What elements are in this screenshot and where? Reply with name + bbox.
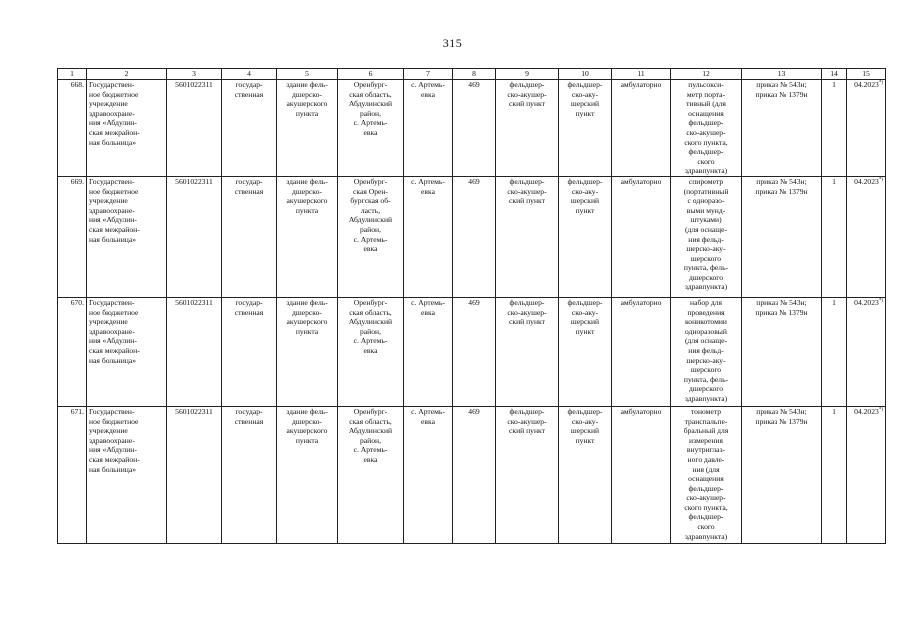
table-body — [58, 80, 886, 544]
table-row — [58, 297, 886, 406]
care-form-cell: амбулаторно — [612, 80, 671, 177]
date-cell — [847, 176, 886, 297]
inn-cell: 5601022311 — [167, 80, 222, 177]
footnote-mark: *) — [878, 407, 883, 413]
column-header: 7 — [404, 69, 453, 80]
building-cell: здание фель- дшерско- акушерского пункта — [277, 80, 338, 177]
equipment-cell: набор для проведения коникотомии одноразовый (для оснаще- ния фельд- шерско-аку- шерского пункта, фель- дшерского здравпункта) — [671, 297, 742, 406]
column-header: 15 — [847, 69, 886, 80]
column-header: 12 — [671, 69, 742, 80]
unit-type-cell: фельдшер- ско-акушер- ский пункт — [496, 406, 559, 543]
subunit-cell: фельдшер- ско-аку- шерский пункт — [559, 297, 612, 406]
footnote-mark: *) — [878, 298, 883, 304]
column-header: 3 — [167, 69, 222, 80]
column-header: 9 — [496, 69, 559, 80]
unit-type-cell: фельдшер- ско-акушер- ский пункт — [496, 80, 559, 177]
organization-cell: Государствен- ное бюджетное учреждение здравоохране- ния «Абдулин- ская межрайон- ная больница» — [87, 80, 167, 177]
locality-cell: с. Артемь- евка — [404, 406, 453, 543]
column-header: 4 — [222, 69, 277, 80]
order-cell: приказ № 543н; приказ № 1379н — [742, 297, 822, 406]
table-row — [58, 406, 886, 543]
quantity-cell: 1 — [822, 406, 847, 543]
address-cell: Оренбург- ская область, Абдулинский район, с. Артемь- евка — [338, 297, 404, 406]
unit-type-cell: фельдшер- ско-акушер- ский пункт — [496, 176, 559, 297]
address-cell: Оренбург- ская Орен- бургская об- ласть, Абдулинский район, с. Артемь- евка — [338, 176, 404, 297]
population-cell: 469 — [453, 176, 496, 297]
locality-cell: с. Артемь- евка — [404, 297, 453, 406]
footnote-mark: *) — [878, 177, 883, 183]
care-form-cell: амбулаторно — [612, 176, 671, 297]
population-cell: 469 — [453, 80, 496, 177]
date-cell — [847, 80, 886, 177]
order-cell: приказ № 543н; приказ № 1379н — [742, 406, 822, 543]
ownership-cell: государ- ственная — [222, 176, 277, 297]
address-cell: Оренбург- ская область, Абдулинский район, с. Артемь- евка — [338, 406, 404, 543]
date-value: 04.2023 — [854, 80, 879, 89]
page-number: 315 — [442, 36, 463, 50]
column-header: 6 — [338, 69, 404, 80]
ownership-cell: государ- ственная — [222, 406, 277, 543]
column-header: 13 — [742, 69, 822, 80]
inn-cell: 5601022311 — [167, 406, 222, 543]
column-header: 10 — [559, 69, 612, 80]
column-header: 1 — [58, 69, 87, 80]
inn-cell: 5601022311 — [167, 297, 222, 406]
date-value: 04.2023 — [854, 176, 879, 186]
inn-cell: 5601022311 — [167, 176, 222, 297]
locality-cell: с. Артемь- евка — [404, 176, 453, 297]
table-row — [58, 80, 886, 177]
date-cell — [847, 297, 886, 406]
building-cell: здание фель- дшерско- акушерского пункта — [277, 406, 338, 543]
order-cell: приказ № 543н; приказ № 1379н — [742, 80, 822, 177]
unit-type-cell: фельдшер- ско-акушер- ский пункт — [496, 297, 559, 406]
column-header: 14 — [822, 69, 847, 80]
date-cell — [847, 406, 886, 543]
organization-cell: Государствен- ное бюджетное учреждение здравоохране- ния «Абдулин- ская межрайон- ная больница» — [87, 297, 167, 406]
order-cell: приказ № 543н; приказ № 1379н — [742, 176, 822, 297]
column-header: 5 — [277, 69, 338, 80]
date-value: 04.2023 — [854, 297, 879, 307]
row-number-cell: 669. — [58, 176, 87, 297]
population-cell: 469 — [453, 406, 496, 543]
column-number-row — [58, 69, 886, 80]
table-row — [58, 176, 886, 297]
equipment-cell: тонометр транспальпе- бральный для измерения внутриглаз- ного давле- ния (для оснащения фельдшер- ско-акушер- ского пункта, фельдшер- ского здравпункта) — [671, 406, 742, 543]
organization-cell: Государствен- ное бюджетное учреждение здравоохране- ния «Абдулин- ская межрайон- ная больница» — [87, 176, 167, 297]
care-form-cell: амбулаторно — [612, 297, 671, 406]
quantity-cell: 1 — [822, 176, 847, 297]
subunit-cell: фельдшер- ско-аку- шерский пункт — [559, 406, 612, 543]
equipment-cell: пульсокси- метр порта- тивный (для оснащения фельдшер- ско-акушер- ского пункта, фельдшер- ского здравпункта) — [671, 80, 742, 177]
subunit-cell: фельдшер- ско-аку- шерский пункт — [559, 80, 612, 177]
registry-table — [57, 68, 886, 544]
ownership-cell: государ- ственная — [222, 297, 277, 406]
building-cell: здание фель- дшерско- акушерского пункта — [277, 176, 338, 297]
building-cell: здание фель- дшерско- акушерского пункта — [277, 297, 338, 406]
quantity-cell: 1 — [822, 297, 847, 406]
footnote-mark: *) — [878, 80, 883, 86]
date-value: 04.2023 — [854, 406, 879, 416]
care-form-cell: амбулаторно — [612, 406, 671, 543]
organization-cell: Государствен- ное бюджетное учреждение здравоохране- ния «Абдулин- ская межрайон- ная больница» — [87, 406, 167, 543]
quantity-cell: 1 — [822, 80, 847, 177]
ownership-cell: государ- ственная — [222, 80, 277, 177]
column-header: 2 — [87, 69, 167, 80]
row-number-cell: 670. — [58, 297, 87, 406]
address-cell: Оренбург- ская область, Абдулинский район, с. Артемь- евка — [338, 80, 404, 177]
column-header: 11 — [612, 69, 671, 80]
equipment-cell: спирометр (портативный с одноразо- выми мунд- штуками) (для оснаще- ния фельд- шерско-аку- шерского пункта, фель- дшерского здравпункта) — [671, 176, 742, 297]
locality-cell: с. Артемь- евка — [404, 80, 453, 177]
column-header: 8 — [453, 69, 496, 80]
population-cell: 469 — [453, 297, 496, 406]
row-number-cell: 668. — [58, 80, 87, 177]
subunit-cell: фельдшер- ско-аку- шерский пункт — [559, 176, 612, 297]
row-number-cell: 671. — [58, 406, 87, 543]
